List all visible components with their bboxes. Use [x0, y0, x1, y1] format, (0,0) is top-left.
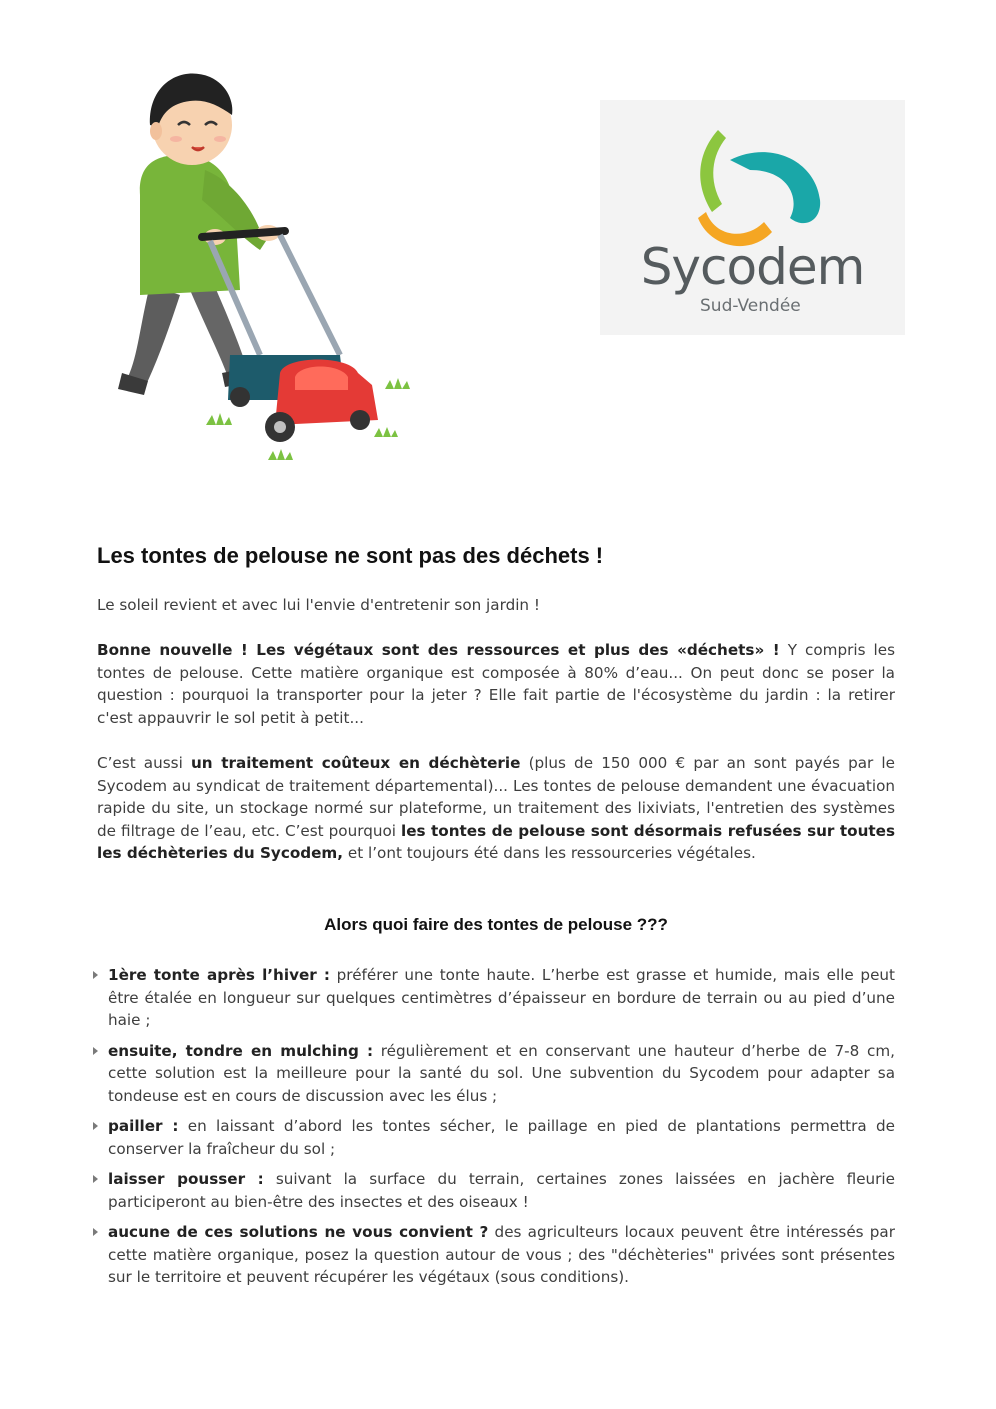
- good-news-bold: Bonne nouvelle ! Les végétaux sont des ressources et plus des «déchets» !: [97, 641, 780, 659]
- lawn-mower-man-illustration: [110, 55, 420, 465]
- cost-text-2: (plus de 150 000 € par an sont payés par le Sycodem au syndicat de traitement départemental)... Les tontes de pelouse demandent une évacuation rapide du site, un stockage normé sur plateforme, un traitement des lixiviats, l'entretien des systèmes de filtrage de l’eau, etc. C’est pourquoi: [97, 754, 895, 840]
- list-item: [97, 1221, 895, 1289]
- cost-text-3: et l’ont toujours été dans les ressourceries végétales.: [343, 844, 756, 862]
- list-item-bold: aucune de ces solutions ne vous convient ?: [108, 1223, 489, 1241]
- section-subtitle: Alors quoi faire des tontes de pelouse ???: [324, 915, 668, 934]
- sycodem-logo: [600, 100, 905, 335]
- list-item: [97, 1115, 895, 1160]
- list-item-bold: 1ère tonte après l’hiver :: [108, 966, 330, 984]
- list-item-text: en laissant d’abord les tontes sécher, le paillage en pied de plantations permettra de conserver la fraîcheur du sol ;: [108, 1117, 895, 1158]
- list-item-bold: ensuite, tondre en mulching :: [108, 1041, 374, 1060]
- bullet-arrow-icon: [93, 1047, 98, 1055]
- list-item-text: préférer une tonte haute. L’herbe est grasse et humide, mais elle peut être étalée en longueur sur quelques centimètres d’épaisseur en bordure de terrain ou au pied d’une haie ;: [108, 966, 895, 1029]
- intro-paragraph: Le soleil revient et avec lui l'envie d'entretenir son jardin !: [97, 596, 540, 614]
- cost-text-1: C’est aussi: [97, 754, 191, 772]
- list-item-bold: pailler :: [108, 1117, 179, 1135]
- cost-bold-2: les tontes de pelouse sont désormais refusées sur toutes les déchèteries du Sycodem,: [97, 821, 895, 862]
- list-item-text: des agriculteurs locaux peuvent être intéressés par cette matière organique, posez la question autour de vous ; des "déchèteries" privées sont présentes sur le territoire et peuvent récupérer les végétaux (sous conditions).: [108, 1223, 895, 1286]
- solutions-list: [97, 964, 895, 1297]
- list-item: [97, 964, 895, 1032]
- list-item-text: suivant la surface du terrain, certaines zones laissées en jachère fleurie participeront au bien-être des insectes et des oiseaux !: [108, 1170, 895, 1211]
- bullet-arrow-icon: [93, 1228, 98, 1236]
- list-item-bold: laisser pousser :: [108, 1170, 264, 1188]
- good-news-paragraph: [97, 639, 895, 729]
- logo-name: Sycodem: [640, 238, 865, 296]
- cost-paragraph: [97, 752, 895, 865]
- bullet-arrow-icon: [93, 1122, 98, 1130]
- good-news-text: Y compris les tontes de pelouse. Cette matière organique est composée à 80% d’eau... On peut donc se poser la question : pourquoi la transporter pour la jeter ? Elle fait partie de l'écosystème du jardin : la retirer c'est appauvrir le sol petit à petit...: [97, 641, 895, 727]
- list-item: [97, 1168, 895, 1213]
- cost-bold-1: un traitement coûteux en déchèterie: [190, 754, 521, 772]
- article-title: Les tontes de pelouse ne sont pas des déchets !: [97, 543, 604, 568]
- list-item-text: régulièrement et en conservant une hauteur d’herbe de 7-8 cm, cette solution est la meilleure pour la santé du sol. Une subvention du Sycodem pour adapter sa tondeuse est en cours de discussion avec les élus ;: [108, 1041, 895, 1105]
- bullet-arrow-icon: [93, 971, 98, 979]
- list-item: [97, 1040, 895, 1108]
- logo-subtitle: Sud-Vendée: [700, 296, 801, 316]
- bullet-arrow-icon: [93, 1175, 98, 1183]
